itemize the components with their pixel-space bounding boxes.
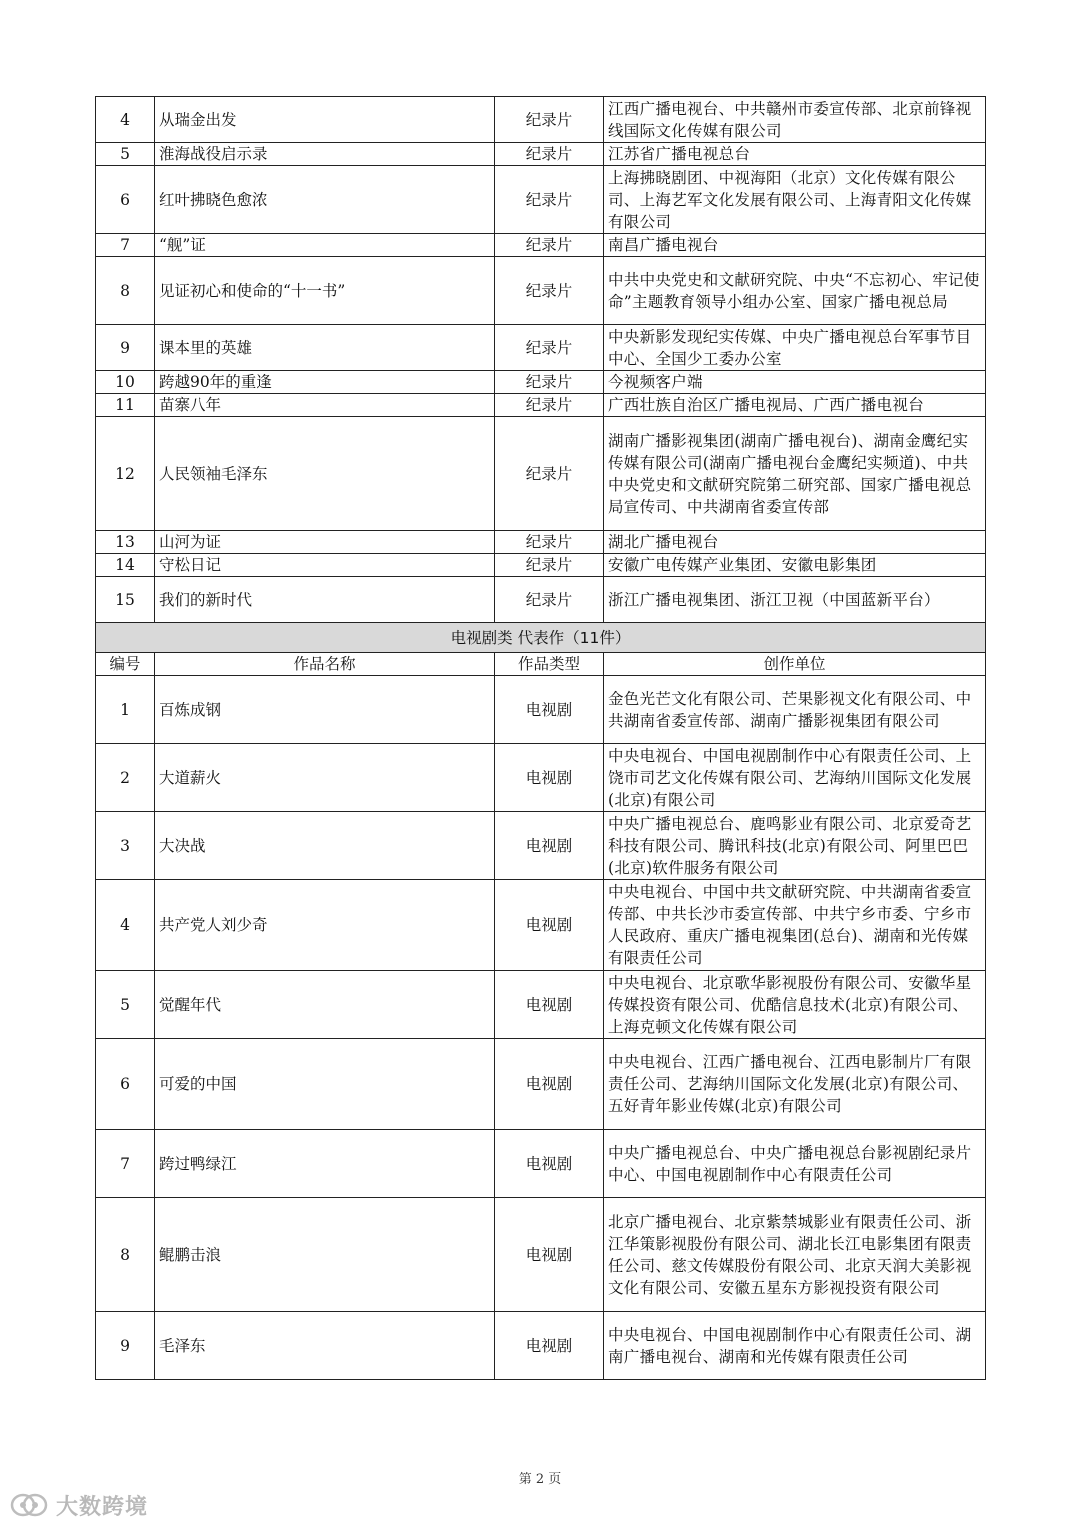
table-row [96,1039,986,1130]
row-number: 7 [96,1130,155,1198]
row-number: 4 [96,880,155,971]
table-row [96,812,986,880]
table-row [96,744,986,812]
producer-units: 金色光芒文化有限公司、芒果影视文化有限公司、中共湖南省委宣传部、湖南广播影视集团有限公司 [604,676,986,744]
header-type: 作品类型 [495,653,604,676]
work-type: 纪录片 [495,417,604,531]
ddkj-logo-icon [10,1492,50,1518]
table-row [96,143,986,166]
work-type: 电视剧 [495,676,604,744]
producer-units: 中央电视台、中国电视剧制作中心有限责任公司、湖南广播电视台、湖南和光传媒有限责任公司 [604,1312,986,1380]
work-title: 大道薪火 [155,744,495,812]
table-row [96,371,986,394]
row-number: 8 [96,257,155,325]
table-row [96,325,986,371]
work-type: 纪录片 [495,166,604,234]
table-row [96,1130,986,1198]
work-type: 纪录片 [495,554,604,577]
row-number: 3 [96,812,155,880]
row-number: 15 [96,577,155,623]
work-title: 人民领袖毛泽东 [155,417,495,531]
producer-units: 江苏省广播电视总台 [604,143,986,166]
producer-units: 湖北广播电视台 [604,531,986,554]
table-row [96,676,986,744]
producer-units: 中央广播电视总台、中央广播电视总台影视剧纪录片中心、中国电视剧制作中心有限责任公司 [604,1130,986,1198]
row-number: 6 [96,1039,155,1130]
work-type: 纪录片 [495,234,604,257]
work-type: 纪录片 [495,577,604,623]
row-number: 8 [96,1198,155,1312]
producer-units: 南昌广播电视台 [604,234,986,257]
watermark [10,1490,148,1520]
table-row [96,417,986,531]
producer-units: 中央电视台、江西广播电视台、江西电影制片厂有限责任公司、艺海纳川国际文化发展(北京)有限公司、五好青年影业传媒(北京)有限公司 [604,1039,986,1130]
table-row [96,554,986,577]
row-number: 5 [96,143,155,166]
work-title: 觉醒年代 [155,971,495,1039]
work-type: 电视剧 [495,1130,604,1198]
work-type: 电视剧 [495,1312,604,1380]
work-title: 我们的新时代 [155,577,495,623]
page-number: 第 2 页 [518,1472,562,1487]
row-number: 7 [96,234,155,257]
producer-units: 中央电视台、中国中共文献研究院、中共湖南省委宣传部、中共长沙市委宣传部、中共宁乡市委、宁乡市人民政府、重庆广播电视集团(总台)、湖南和光传媒有限责任公司 [604,880,986,971]
work-type: 电视剧 [495,744,604,812]
producer-units: 今视频客户端 [604,371,986,394]
row-number: 13 [96,531,155,554]
row-number: 1 [96,676,155,744]
table-row [96,531,986,554]
work-type: 纪录片 [495,394,604,417]
producer-units: 北京广播电视台、北京紫禁城影业有限责任公司、浙江华策影视股份有限公司、湖北长江电影集团有限责任公司、慈文传媒股份有限公司、北京天润大美影视文化有限公司、安徽五星东方影视投资有限公司 [604,1198,986,1312]
work-title: 大决战 [155,812,495,880]
row-number: 5 [96,971,155,1039]
row-number: 9 [96,325,155,371]
work-type: 纪录片 [495,143,604,166]
header-number: 编号 [96,653,155,676]
table-row [96,97,986,143]
documentary-rows [96,97,986,1380]
header-units: 创作单位 [604,653,986,676]
work-title: 苗寨八年 [155,394,495,417]
producer-units: 上海拂晓剧团、中视海阳（北京）文化传媒有限公司、上海艺军文化发展有限公司、上海青阳文化传媒有限公司 [604,166,986,234]
work-title: 百炼成钢 [155,676,495,744]
producer-units: 江西广播电视台、中共赣州市委宣传部、北京前锋视线国际文化传媒有限公司 [604,97,986,143]
table-header-row [96,653,986,676]
work-title: 共产党人刘少奇 [155,880,495,971]
work-title: 课本里的英雄 [155,325,495,371]
work-type: 电视剧 [495,971,604,1039]
work-type: 纪录片 [495,531,604,554]
work-title: 跨过鸭绿江 [155,1130,495,1198]
work-title: 从瑞金出发 [155,97,495,143]
row-number: 4 [96,97,155,143]
producer-units: 中央电视台、北京歌华影视股份有限公司、安徽华星传媒投资有限公司、优酷信息技术(北京)有限公司、上海克顿文化传媒有限公司 [604,971,986,1039]
work-type: 纪录片 [495,325,604,371]
work-type: 纪录片 [495,97,604,143]
work-title: 毛泽东 [155,1312,495,1380]
row-number: 6 [96,166,155,234]
producer-units: 安徽广电传媒产业集团、安徽电影集团 [604,554,986,577]
award-list-table [95,96,986,1380]
work-title: 山河为证 [155,531,495,554]
producer-units: 中共中央党史和文献研究院、中央“不忘初心、牢记使命”主题教育领导小组办公室、国家广播电视总局 [604,257,986,325]
row-number: 9 [96,1312,155,1380]
work-title: 红叶拂晓色愈浓 [155,166,495,234]
work-title: 见证初心和使命的“十一书” [155,257,495,325]
producer-units: 中央广播电视总台、鹿鸣影业有限公司、北京爱奇艺科技有限公司、腾讯科技(北京)有限公司、阿里巴巴(北京)软件服务有限公司 [604,812,986,880]
work-type: 纪录片 [495,257,604,325]
table-row [96,577,986,623]
producer-units: 中央新影发现纪实传媒、中央广播电视总台军事节目中心、全国少工委办公室 [604,325,986,371]
work-type: 电视剧 [495,880,604,971]
work-title: 跨越90年的重逢 [155,371,495,394]
watermark-text: 大数跨境 [56,1494,149,1520]
row-number: 14 [96,554,155,577]
work-type: 电视剧 [495,1039,604,1130]
producer-units: 中央电视台、中国电视剧制作中心有限责任公司、上饶市司艺文化传媒有限公司、艺海纳川国际文化发展(北京)有限公司 [604,744,986,812]
row-number: 11 [96,394,155,417]
producer-units: 浙江广播电视集团、浙江卫视（中国蓝新平台） [604,577,986,623]
table-row [96,257,986,325]
work-title: 守松日记 [155,554,495,577]
producer-units: 广西壮族自治区广播电视局、广西广播电视台 [604,394,986,417]
work-type: 电视剧 [495,812,604,880]
work-type: 电视剧 [495,1198,604,1312]
work-title: 可爱的中国 [155,1039,495,1130]
table-row [96,394,986,417]
section-title-row [96,623,986,653]
table-row [96,971,986,1039]
work-title: 淮海战役启示录 [155,143,495,166]
table-row [96,1312,986,1380]
row-number: 12 [96,417,155,531]
producer-units: 湖南广播影视集团(湖南广播电视台)、湖南金鹰纪实传媒有限公司(湖南广播电视台金鹰纪实频道)、中共中央党史和文献研究院第二研究部、国家广播电视总局宣传司、中共湖南省委宣传部 [604,417,986,531]
row-number: 2 [96,744,155,812]
work-type: 纪录片 [495,371,604,394]
table-row [96,1198,986,1312]
table-row [96,880,986,971]
table-row [96,234,986,257]
work-title: “舰”证 [155,234,495,257]
table-row [96,166,986,234]
section-title: 电视剧类 代表作（11件） [96,623,986,653]
work-title: 鲲鹏击浪 [155,1198,495,1312]
header-title: 作品名称 [155,653,495,676]
row-number: 10 [96,371,155,394]
